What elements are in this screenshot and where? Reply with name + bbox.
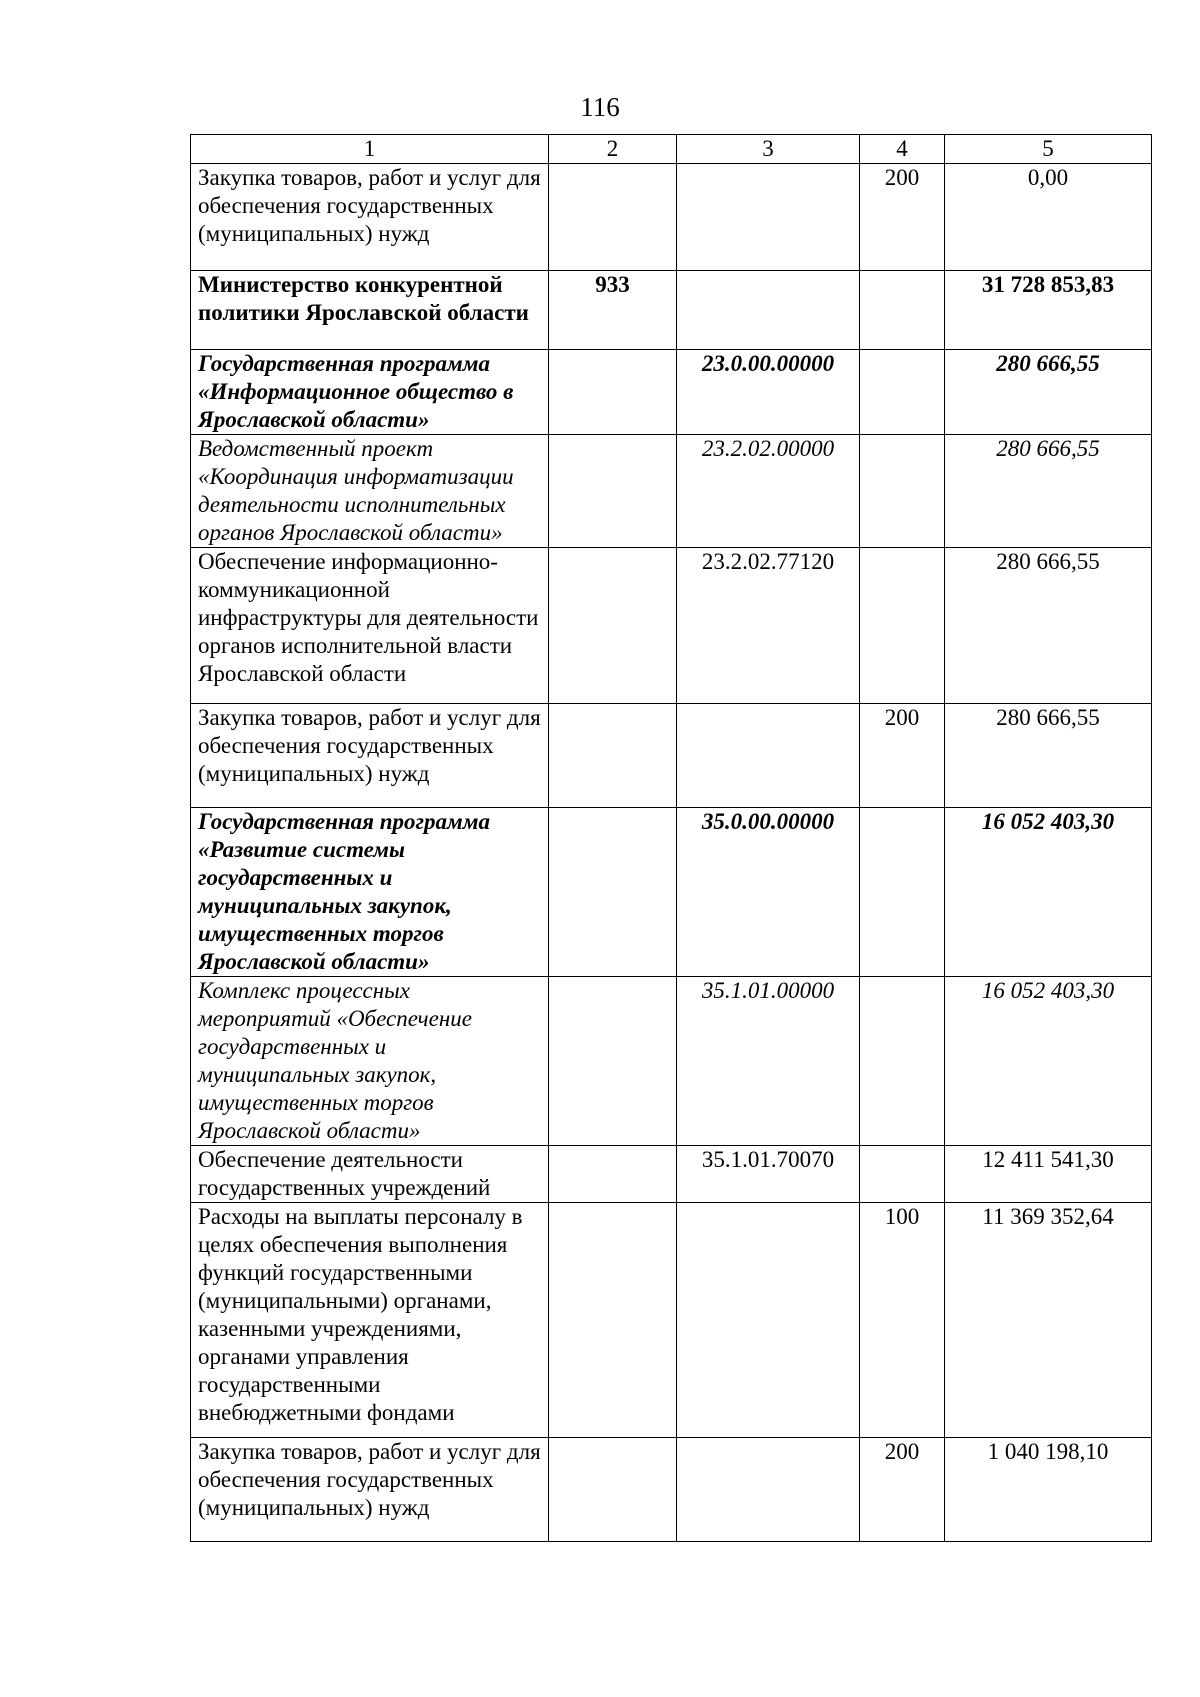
table-row [191,1203,1152,1438]
row-department-code-cell [549,435,677,548]
row-target-article-cell: 35.1.01.00000 [677,977,860,1146]
table-row [191,1146,1152,1203]
row-target-article-cell [677,704,860,808]
page-number: 116 [580,92,620,122]
row-target-article-cell [677,1203,860,1438]
row-expense-type-cell [860,977,945,1146]
row-amount-cell: 16 052 403,30 [945,977,1152,1146]
row-amount-cell: 12 411 541,30 [945,1146,1152,1203]
row-amount-cell: 11 369 352,64 [945,1203,1152,1438]
budget-table [190,134,1152,1542]
row-department-code-cell [549,704,677,808]
row-name-cell: Обеспечение информационно-коммуникационной инфраструктуры для деятельности органов исполнительной власти Ярославской области [191,548,549,704]
row-department-code-cell: 933 [549,271,677,350]
row-amount-cell: 0,00 [945,164,1152,271]
table-row [191,1438,1152,1542]
row-name-cell: Ведомственный проект «Координация информатизации деятельности исполнительных органов Ярославской области» [191,435,549,548]
header-col-4: 4 [860,135,945,164]
header-col-5: 5 [945,135,1152,164]
row-amount-cell: 280 666,55 [945,435,1152,548]
row-department-code-cell [549,977,677,1146]
row-department-code-cell [549,1438,677,1542]
header-col-2: 2 [549,135,677,164]
table-row [191,350,1152,435]
header-col-3: 3 [677,135,860,164]
row-name-cell: Государственная программа «Информационное общество в Ярославской области» [191,350,549,435]
row-target-article-cell: 23.2.02.00000 [677,435,860,548]
row-expense-type-cell: 100 [860,1203,945,1438]
row-department-code-cell [549,350,677,435]
table-header [191,135,1152,164]
row-target-article-cell [677,1438,860,1542]
table-row [191,435,1152,548]
row-expense-type-cell [860,271,945,350]
row-expense-type-cell: 200 [860,704,945,808]
row-amount-cell: 1 040 198,10 [945,1438,1152,1542]
table-row [191,548,1152,704]
table-row [191,808,1152,977]
header-row [191,135,1152,164]
row-amount-cell: 280 666,55 [945,350,1152,435]
row-name-cell: Закупка товаров, работ и услуг для обеспечения государственных (муниципальных) нужд [191,1438,549,1542]
row-expense-type-cell [860,350,945,435]
row-expense-type-cell [860,1146,945,1203]
row-name-cell: Обеспечение деятельности государственных учреждений [191,1146,549,1203]
table-row [191,704,1152,808]
row-name-cell: Расходы на выплаты персоналу в целях обеспечения выполнения функций государственными (муниципальными) органами, казенными учреждениями, органами управления государственными внебюджетными фондами [191,1203,549,1438]
row-name-cell: Закупка товаров, работ и услуг для обеспечения государственных (муниципальных) нужд [191,164,549,271]
table-row [191,977,1152,1146]
row-target-article-cell: 23.2.02.77120 [677,548,860,704]
row-name-cell: Закупка товаров, работ и услуг для обеспечения государственных (муниципальных) нужд [191,704,549,808]
table-row [191,164,1152,271]
row-target-article-cell [677,164,860,271]
row-expense-type-cell: 200 [860,1438,945,1542]
row-target-article-cell: 35.1.01.70070 [677,1146,860,1203]
row-expense-type-cell [860,435,945,548]
row-name-cell: Комплекс процессных мероприятий «Обеспечение государственных и муниципальных закупок, имущественных торгов Ярославской области» [191,977,549,1146]
table-body [191,164,1152,1542]
row-target-article-cell: 23.0.00.00000 [677,350,860,435]
row-name-cell: Министерство конкурентной политики Ярославской области [191,271,549,350]
row-name-cell: Государственная программа «Развитие системы государственных и муниципальных закупок, имущественных торгов Ярославской области» [191,808,549,977]
row-expense-type-cell [860,548,945,704]
table-row [191,271,1152,350]
row-department-code-cell [549,808,677,977]
row-amount-cell: 31 728 853,83 [945,271,1152,350]
row-department-code-cell [549,548,677,704]
row-expense-type-cell: 200 [860,164,945,271]
row-target-article-cell [677,271,860,350]
row-target-article-cell: 35.0.00.00000 [677,808,860,977]
row-expense-type-cell [860,808,945,977]
row-amount-cell: 280 666,55 [945,548,1152,704]
row-department-code-cell [549,1203,677,1438]
row-department-code-cell [549,1146,677,1203]
row-department-code-cell [549,164,677,271]
row-amount-cell: 280 666,55 [945,704,1152,808]
header-col-1: 1 [191,135,549,164]
row-amount-cell: 16 052 403,30 [945,808,1152,977]
